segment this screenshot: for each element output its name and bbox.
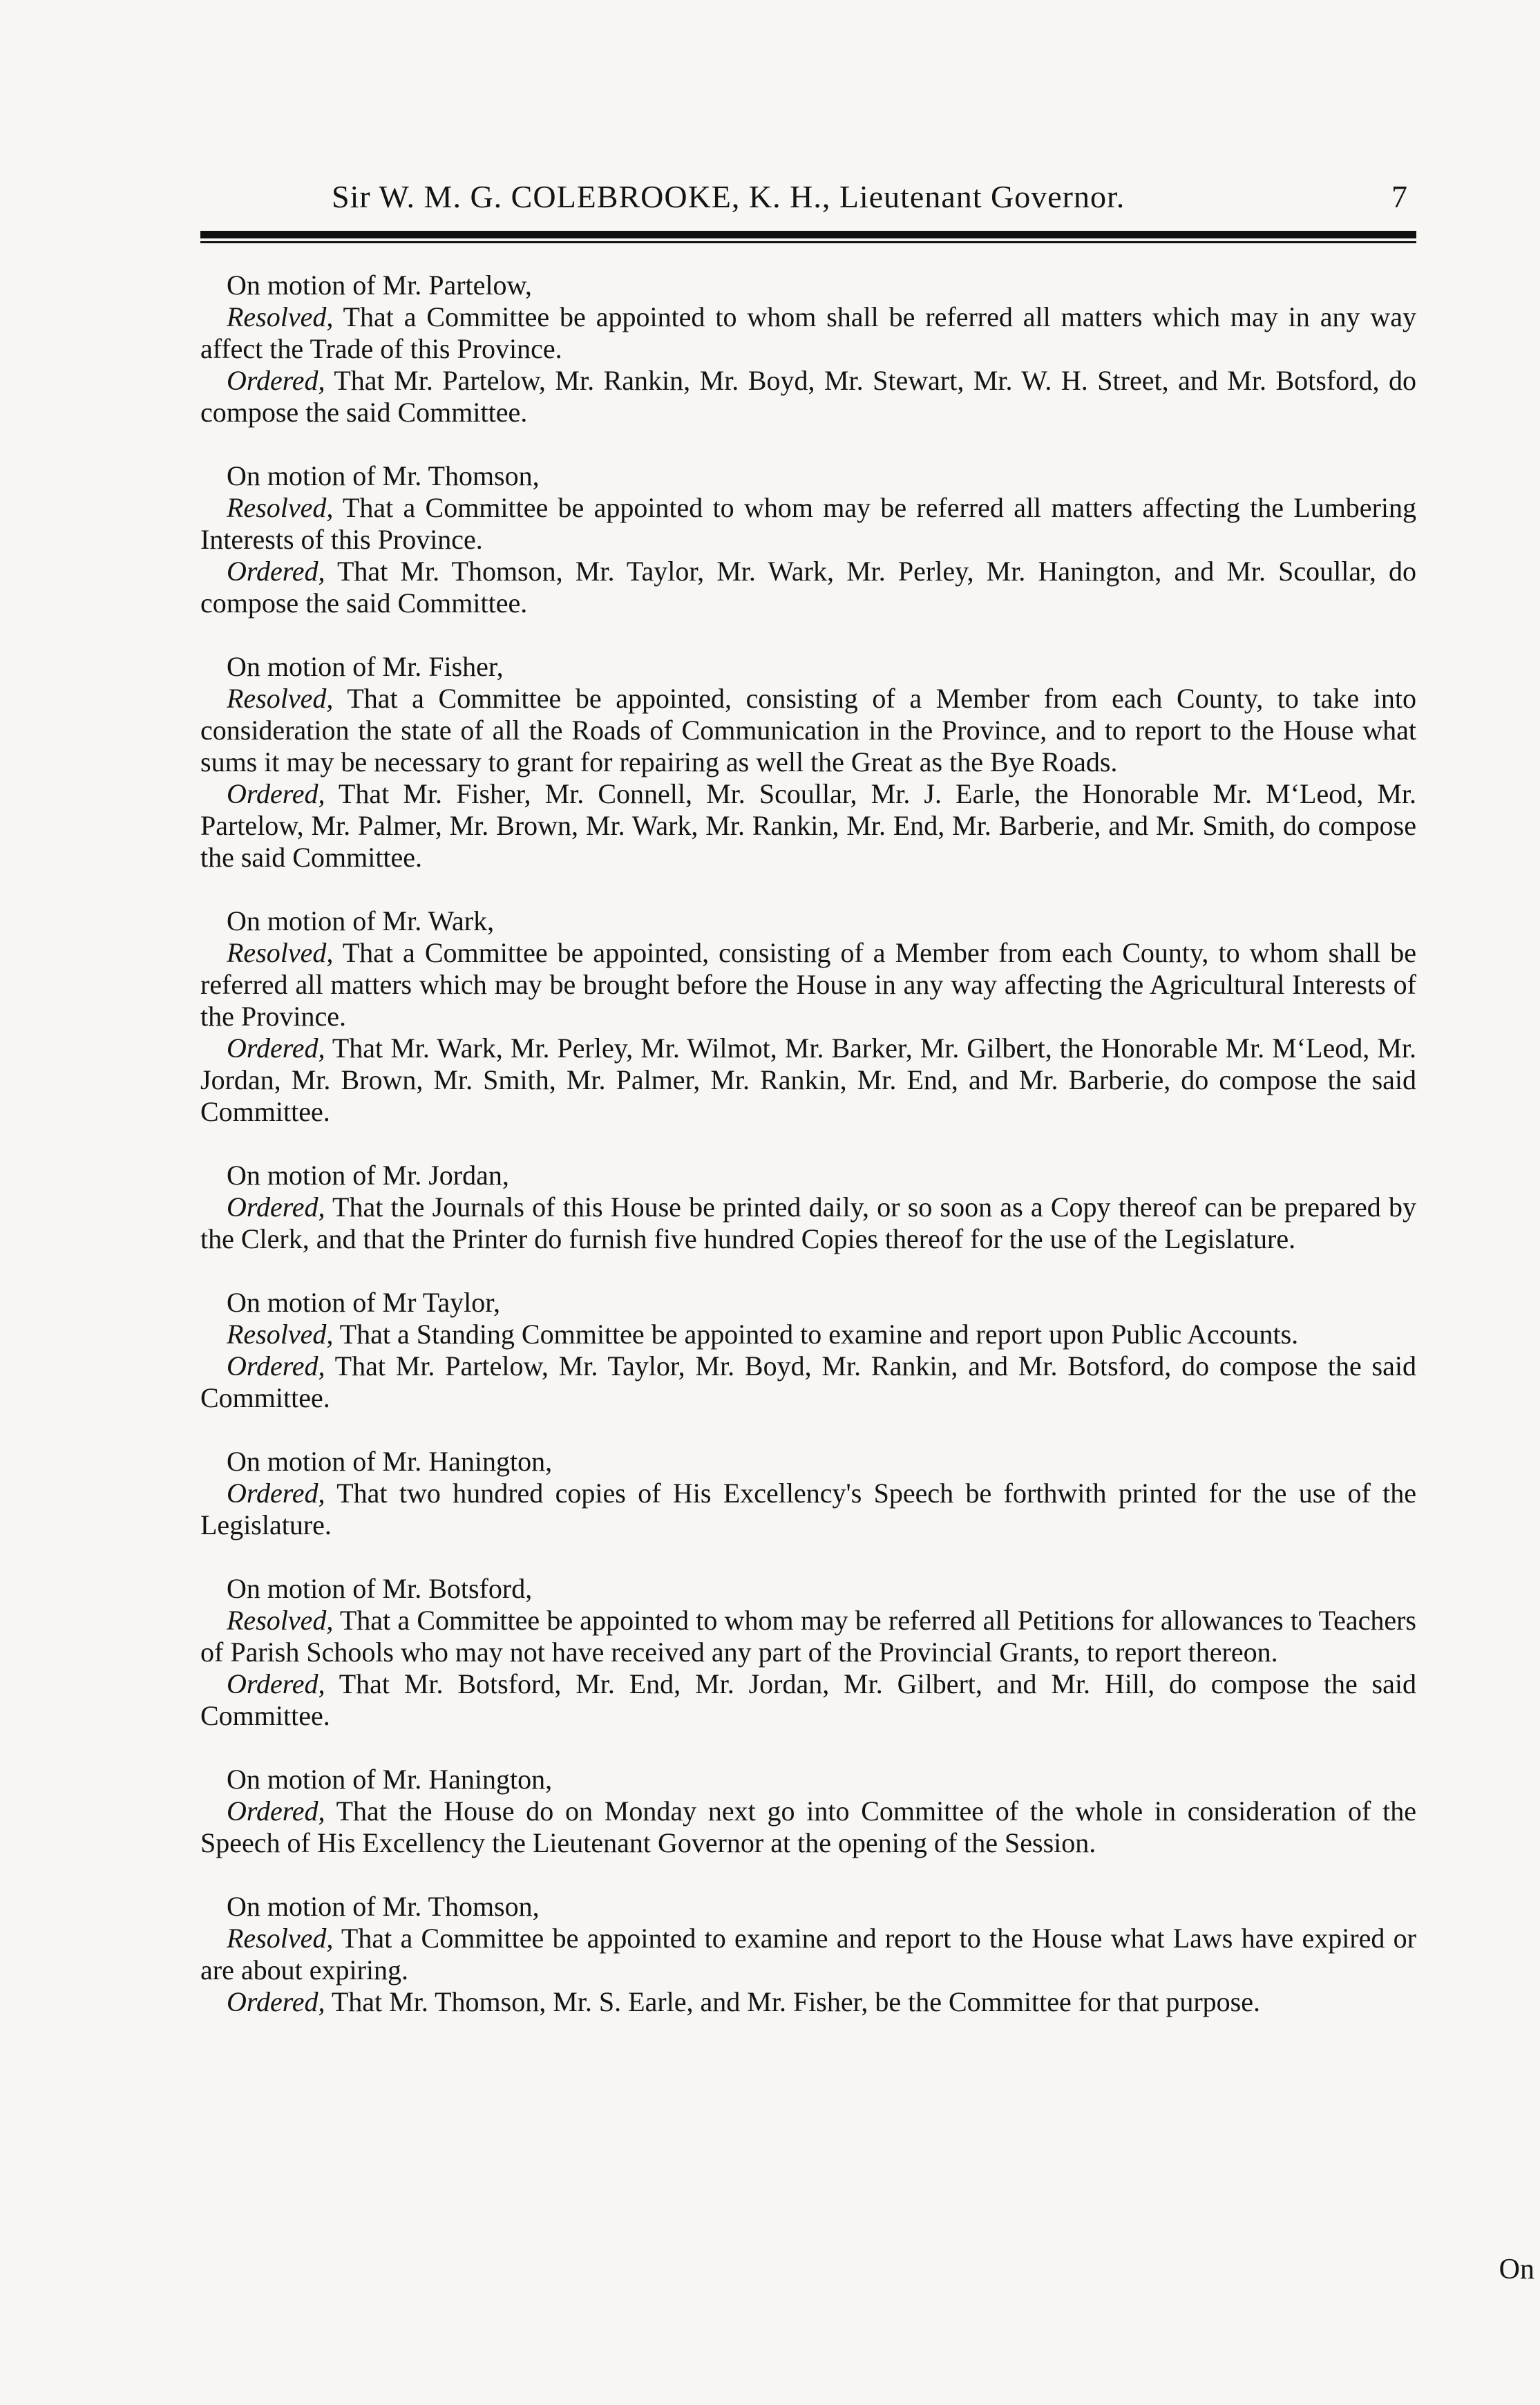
motion-line: On motion of Mr. Jordan, <box>227 1160 509 1191</box>
motion-entry <box>200 1446 1416 1541</box>
resolution-text: That Mr. Botsford, Mr. End, Mr. Jordan, Mr. Gilbert, and Mr. Hill, do compose the said Committee. <box>200 1668 1416 1731</box>
resolution-lead: Ordered, <box>227 1986 325 2017</box>
resolution-lead: Resolved, <box>227 1319 334 1350</box>
resolution-paragraph <box>200 301 1416 365</box>
motion-entry <box>200 905 1416 1128</box>
motion-entry <box>200 1764 1416 1859</box>
resolution-lead: Ordered, <box>227 778 325 809</box>
motion-entry <box>200 1573 1416 1732</box>
resolution-paragraph <box>200 365 1416 428</box>
motion-line: On motion of Mr. Hanington, <box>227 1764 553 1795</box>
resolution-lead: Resolved, <box>227 937 334 968</box>
resolution-paragraph <box>200 1986 1416 2018</box>
resolution-paragraph <box>200 683 1416 778</box>
header-rule-thick <box>200 231 1416 238</box>
motion-entry <box>200 651 1416 874</box>
resolution-lead: Resolved, <box>227 492 334 523</box>
motion-line: On motion of Mr. Fisher, <box>227 651 504 682</box>
resolution-text: That a Committee be appointed to whom shall be referred all matters which may in any way affect the Trade of this Province. <box>200 301 1416 364</box>
resolution-text: That Mr. Thomson, Mr. S. Earle, and Mr. Fisher, be the Committee for that purpose. <box>325 1986 1260 2017</box>
resolution-text: That a Committee be appointed, consisting of a Member from each County, to whom shall be referred all matters which may be brought before the House in any way affecting the Agricultural Interests of the Province. <box>200 937 1416 1032</box>
motion-line: On motion of Mr. Thomson, <box>227 1891 540 1922</box>
motion-line: On motion of Mr. Thomson, <box>227 460 540 491</box>
resolution-lead: Ordered, <box>227 1032 325 1064</box>
resolution-lead: Ordered, <box>227 365 325 396</box>
resolution-lead: Ordered, <box>227 1478 325 1509</box>
motion-line: On motion of Mr Taylor, <box>227 1287 500 1318</box>
motion-entry <box>200 1891 1416 2018</box>
running-title: Sir W. M. G. COLEBROOKE, K. H., Lieutenant Governor. <box>332 179 1125 214</box>
resolution-paragraph <box>200 937 1416 1032</box>
motion-line: On motion of Mr. Partelow, <box>227 270 532 301</box>
motion-line: On motion of Mr. Botsford, <box>227 1573 533 1604</box>
running-header <box>200 178 1416 220</box>
resolution-lead: Resolved, <box>227 1923 334 1954</box>
resolution-text: That Mr. Fisher, Mr. Connell, Mr. Scoullar, Mr. J. Earle, the Honorable Mr. M‘Leod, Mr. Partelow, Mr. Palmer, Mr. Brown, Mr. Wark, Mr. Rankin, Mr. End, Mr. Barberie, and Mr. Smith, do compose the said Committee. <box>200 778 1416 873</box>
resolution-text: That Mr. Wark, Mr. Perley, Mr. Wilmot, Mr. Barker, Mr. Gilbert, the Honorable Mr. M‘Leod, Mr. Jordan, Mr. Brown, Mr. Smith, Mr. Palmer, Mr. Rankin, Mr. End, and Mr. Barberie, do compose the said Committee. <box>200 1032 1416 1127</box>
resolution-text: That a Committee be appointed to whom may be referred all matters affecting the Lumbering Interests of this Province. <box>200 492 1416 555</box>
resolution-text: That the House do on Monday next go into Committee of the whole in consideration of the Speech of His Excellency the Lieutenant Governor at the opening of the Session. <box>200 1795 1416 1858</box>
resolution-text: That a Standing Committee be appointed to examine and report upon Public Accounts. <box>333 1319 1299 1350</box>
resolution-paragraph <box>200 778 1416 874</box>
resolution-text: That Mr. Partelow, Mr. Rankin, Mr. Boyd, Mr. Stewart, Mr. W. H. Street, and Mr. Botsford, do compose the said Committee. <box>200 365 1416 428</box>
resolution-paragraph <box>200 556 1416 619</box>
motion-entry <box>200 1287 1416 1414</box>
resolution-lead: Ordered, <box>227 1350 325 1381</box>
resolution-text: That Mr. Thomson, Mr. Taylor, Mr. Wark, Mr. Perley, Mr. Hanington, and Mr. Scoullar, do compose the said Committee. <box>200 556 1416 619</box>
resolution-text: That a Committee be appointed, consisting of a Member from each County, to take into consideration the state of all the Roads of Communication in the Province, and to report to the House what sums it may be necessary to grant for repairing as well the Great as the Bye Roads. <box>200 683 1416 777</box>
resolution-paragraph <box>200 1605 1416 1668</box>
resolution-paragraph <box>200 1319 1416 1350</box>
journal-page <box>200 178 1416 2050</box>
resolution-paragraph <box>200 1923 1416 1986</box>
resolution-paragraph <box>200 1478 1416 1541</box>
motion-line: On motion of Mr. Wark, <box>227 905 495 936</box>
header-rule-thin <box>200 241 1416 243</box>
resolution-lead: Ordered, <box>227 556 325 587</box>
resolution-text: That a Committee be appointed to examine and report to the House what Laws have expired or are about expiring. <box>200 1923 1416 1986</box>
catchword: On <box>1499 2254 1534 2285</box>
resolution-lead: Ordered, <box>227 1191 325 1223</box>
resolution-text: That Mr. Partelow, Mr. Taylor, Mr. Boyd, Mr. Rankin, and Mr. Botsford, do compose the said Committee. <box>200 1350 1416 1413</box>
resolution-paragraph <box>200 1032 1416 1128</box>
resolution-lead: Resolved, <box>227 301 334 332</box>
motion-entry <box>200 460 1416 619</box>
resolution-text: That two hundred copies of His Excellency's Speech be forthwith printed for the use of the Legislature. <box>200 1478 1416 1540</box>
resolution-text: That a Committee be appointed to whom may be referred all Petitions for allowances to Teachers of Parish Schools who may not have received any part of the Provincial Grants, to report thereon. <box>200 1605 1416 1668</box>
resolution-paragraph <box>200 1191 1416 1255</box>
resolution-lead: Ordered, <box>227 1795 325 1827</box>
resolution-paragraph <box>200 1668 1416 1732</box>
resolution-paragraph <box>200 492 1416 556</box>
motion-entry <box>200 270 1416 428</box>
resolution-lead: Ordered, <box>227 1668 325 1699</box>
resolution-paragraph <box>200 1795 1416 1859</box>
page-number: 7 <box>1391 179 1408 214</box>
motion-line: On motion of Mr. Hanington, <box>227 1446 553 1477</box>
journal-entries <box>200 270 1416 2018</box>
resolution-text: That the Journals of this House be printed daily, or so soon as a Copy thereof can be prepared by the Clerk, and that the Printer do furnish five hundred Copies thereof for the use of the Legislature. <box>200 1191 1416 1254</box>
resolution-paragraph <box>200 1350 1416 1414</box>
resolution-lead: Resolved, <box>227 683 334 714</box>
resolution-lead: Resolved, <box>227 1605 334 1636</box>
motion-entry <box>200 1160 1416 1255</box>
